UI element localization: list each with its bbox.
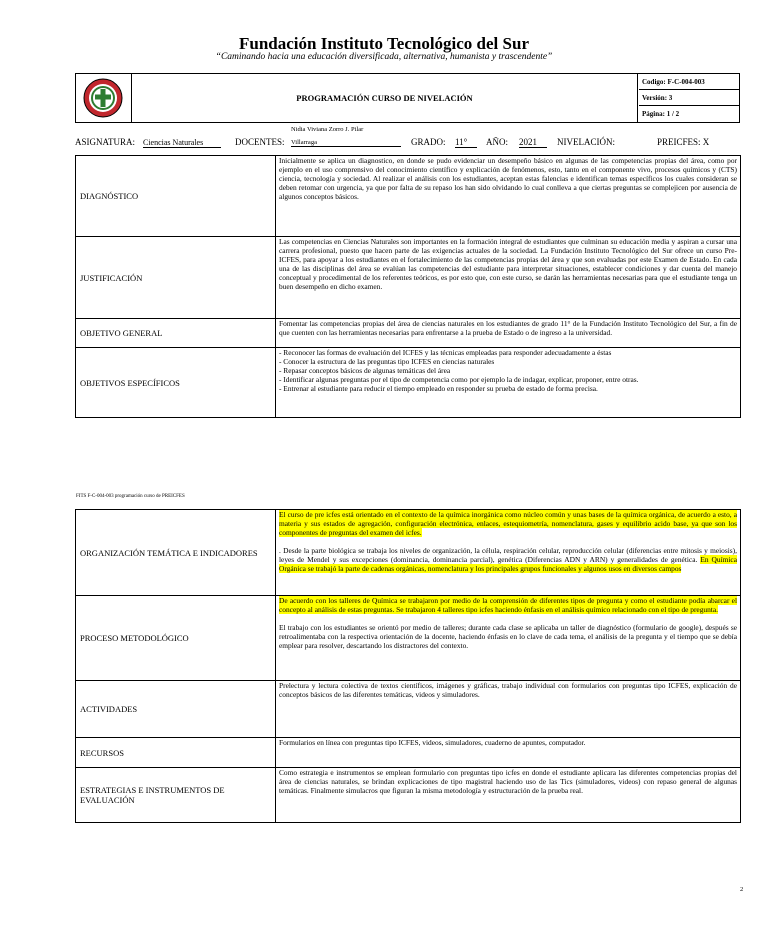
grado-label: GRADO: xyxy=(411,137,446,147)
proceso-p2: El trabajo con los estudiantes se orientó por medio de talleres; durante cada clase se aplicaba un taller de diagnóstico (formulario de google), después se retroalimentaba con la respectiva orientación de la docente, haciendo énfasis en lo clave de cada tema, el análisis de la pregunta y el tiempo que se debía emplear para resolver, descartando los distractores del contexto. xyxy=(279,623,737,650)
table-row xyxy=(76,681,741,738)
asignatura-value: Ciencias Naturales xyxy=(143,138,221,148)
objetivos-especificos-list xyxy=(276,348,741,418)
asignatura-label: ASIGNATURA: xyxy=(75,137,136,147)
docentes-label: DOCENTES: xyxy=(235,137,285,147)
page-number: 2 xyxy=(740,886,744,893)
table-row xyxy=(76,768,741,823)
logo-cell xyxy=(76,74,132,122)
table-row xyxy=(76,510,741,596)
proceso-text xyxy=(276,596,741,681)
docentes-value-line1: Nidia Viviana Zorro J. Pilar xyxy=(291,126,364,133)
justificacion-text: Las competencias en Ciencias Naturales son importantes en la formación integral de estudiantes que culminan su educación media y aspiran a cursar una carrera profesional, puesto que hacen parte de las exigencias actuales de la sociedad. La Fundación Instituto Tecnológico del Sur ofrece un curso Pre-ICFES, para apoyar a los estudiantes en el fortalecimiento de las competencias propias del área y que son evaluadas por este Examen de Estado. En cada una de las disciplinas del área se evalúan las competencias del estudiante para interpretar situaciones, establecer condiciones y dar cuenta del manejo conceptual y procedimental de los referentes teóricos, es por esto que, con este curso, se darán las herramientas necesarias para que el estudiante tenga un buen desempeño en dicho examen. xyxy=(276,237,741,319)
document-version: Versión: 3 xyxy=(639,90,739,106)
institution-logo-icon xyxy=(76,74,131,122)
document-meta xyxy=(639,74,739,122)
list-item: - Conocer la estructura de las preguntas tipo ICFES en ciencias naturales xyxy=(279,357,495,366)
estrategias-label: ESTRATEGIAS E INSTRUMENTOS DE EVALUACIÓN xyxy=(76,768,276,823)
institution-motto: “Caminando hacia una educación diversificada, alternativa, humanista y trascendente” xyxy=(215,52,553,62)
table-row xyxy=(76,596,741,681)
program-table-1 xyxy=(75,155,741,418)
course-info-row xyxy=(75,126,740,148)
table-row xyxy=(76,319,741,348)
list-item: - Reconocer las formas de evaluación del ICFES y las técnicas empleadas para responder adecuadamente a éstas xyxy=(279,348,612,357)
recursos-label: RECURSOS xyxy=(76,738,276,768)
nivelacion-label: NIVELACIÓN: xyxy=(557,137,615,147)
organizacion-text xyxy=(276,510,741,596)
document-page: Página: 1 / 2 xyxy=(642,110,680,118)
recursos-text: Formularios en línea con preguntas tipo ICFES, videos, simuladores, cuaderno de apuntes, computador. xyxy=(276,738,741,768)
list-item: - Repasar conceptos básicos de algunas temáticas del área xyxy=(279,366,451,375)
justificacion-label: JUSTIFICACIÓN xyxy=(76,237,276,319)
table-row xyxy=(76,348,741,418)
organizacion-p2-highlight: En Química Orgánica se trabajó la parte de cadenas orgánicas, nomenclatura y los principales grupos funcionales y algunos usos en diversos campos xyxy=(279,555,737,573)
objetivos-especificos-label: OBJETIVOS ESPECÍFICOS xyxy=(76,348,276,418)
actividades-text: Prelectura y lectura colectiva de textos científicos, imágenes y gráficas, trabajo individual con formularios con preguntas tipo ICFES, explicación de conceptos básicos de las diferentes temáticas, videos y simuladores. xyxy=(276,681,741,738)
institution-title: Fundación Instituto Tecnológico del Sur xyxy=(238,34,529,53)
program-table-2 xyxy=(75,509,741,823)
preicfes-mark: PREICFES: X xyxy=(657,137,710,147)
objetivo-general-text: Fomentar las competencias propias del área de ciencias naturales en los estudiantes de grado 11° de la Fundación Instituto Tecnológico del Sur, a fin de que cuenten con las herramientas necesarias para enfrentarse a la prueba de Estado o de ingreso a la universidad. xyxy=(276,319,741,348)
organizacion-label: ORGANIZACIÓN TEMÁTICA E INDICADORES xyxy=(76,510,276,596)
organizacion-p2: . Desde la parte biológica se trabaja los niveles de organización, la célula, respiración celular, reproducción celular (diferencias entre mitosis y meiosis), leyes de Mendel y sus excepciones (dominancia, dominancia parcial), genética (Diferencias ADN y ARN) y generalidades de genética. xyxy=(279,546,737,564)
ano-value: 2021 xyxy=(519,137,547,148)
list-item: - Identificar algunas preguntas por el tipo de competencia como por ejemplo la de indagar, explicar, proponer, entre otras. xyxy=(279,375,639,384)
objetivo-general-label: OBJETIVO GENERAL xyxy=(76,319,276,348)
diagnostico-text: Inicialmente se aplica un diagnostico, en donde se pudo evidenciar un desempeño básico en algunas de las competencias propias del área, como por ejemplo en el uso comprensivo del conocimiento científico y explicación de fenómenos, esto, tanto en el componente vivo, procesos químicos y (CTS) ciencia, tecnología y sociedad. Al realizar el análisis con los estudiantes, aceptan estas falencias e identifican temas específicos los cuales consideran se deben retomar con urgencia, ya que por falta de su repaso los han sido olvidando lo cual conlleva a que ciertas preguntas se complejicen por ausencia de algunos conceptos básicos. xyxy=(276,156,741,237)
table-row xyxy=(76,738,741,768)
table-row xyxy=(76,156,741,237)
list-item: - Entrenar al estudiante para reducir el tiempo empleado en responder su prueba de estado de forma precisa. xyxy=(279,384,598,393)
diagnostico-label: DIAGNÓSTICO xyxy=(76,156,276,237)
docentes-value-line2: Villarraga xyxy=(291,139,401,147)
estrategias-text: Como estrategia e instrumentos se emplean formulario con preguntas tipo icfes en donde el estudiante aplicara las diferentes competencias propias del área de ciencias naturales, se brindan explicaciones de tipo magistral haciendo uso de las Tics (simuladores, videos) con repaso general de algunas temáticas. Finalmente simulacros que figuran la misma metodología y estructuración de la prueba real. xyxy=(276,768,741,823)
proceso-p1: De acuerdo con los talleres de Química se trabajaron por medio de la comprensión de diferentes tipos de pregunta y como el estudiante podía abarcar el concepto al análisis de estas preguntas. Se trabajaron 4 talleres tipo icfes haciendo énfasis en el análisis químico relacionado con el tipo de pregunta. xyxy=(279,596,737,614)
document-header xyxy=(75,73,740,123)
document-code: Codigo: F-C-004-003 xyxy=(639,74,739,90)
proceso-label: PROCESO METODOLÓGICO xyxy=(76,596,276,681)
table-row xyxy=(76,237,741,319)
program-title: PROGRAMACIÓN CURSO DE NIVELACIÓN xyxy=(132,74,638,122)
page-footer-code: FITS F-C-004-003 programación curso de PREICFES xyxy=(76,494,185,499)
grado-value: 11° xyxy=(455,137,477,148)
organizacion-p1: El curso de pre icfes está orientado en el contexto de la química inorgánica como núcleo común y unas bases de la química orgánica, de acuerdo a esto, a materia y sus estados de agregación, configuración electrónica, enlaces, estequiometría, nomenclatura, gases y equilibrio acido base, ya que son los componentes de preguntas del examen del icfes. xyxy=(279,510,737,537)
actividades-label: ACTIVIDADES xyxy=(76,681,276,738)
ano-label: AÑO: xyxy=(486,137,508,147)
